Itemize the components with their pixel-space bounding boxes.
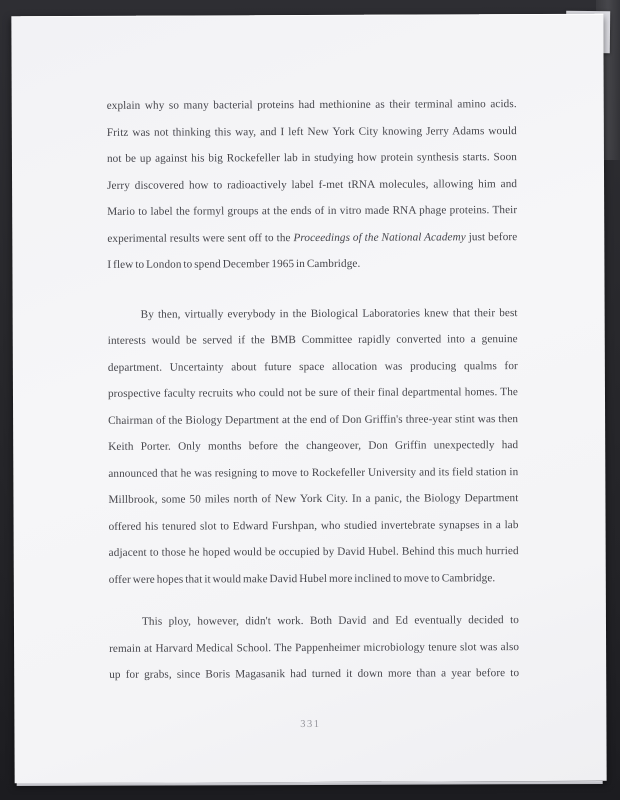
text-line: interests would be served if the BMB Committee rapidly converted into a genuine (107, 333, 518, 347)
text-line: explain why so many bacterial proteins had methionine as their terminal amino acids. (106, 98, 517, 112)
text-line: announced that he was resigning to move to Rockefeller University and its field station in (108, 465, 519, 480)
text-segment: just before (465, 230, 518, 243)
text-line: prospective faculty recruits who could not be sure of their final departmental homes. The (107, 386, 519, 400)
text-line: adjacent to those he hoped would be occupied by David Hubel. Behind this much hurried (108, 545, 519, 559)
text-line: not be up against his big Rockefeller lab in studying how protein synthesis starts. Soon (106, 151, 517, 165)
text-line: Chairman of the Biology Department at the end of Don Griffin's three-year stint was then (108, 412, 519, 427)
text-segment: experimental results were sent off to the (107, 231, 294, 245)
text-line: I flew to London to spend December 1965 in Cambridge. (107, 257, 361, 271)
paragraph (109, 607, 519, 688)
text-line: Fritz was not thinking this way, and I left New York City knowing Jerry Adams would (106, 124, 517, 139)
page-number: 331 (300, 718, 321, 731)
text-line: Millbrook, some 50 miles north of New York City. In a panic, the Biology Department (108, 492, 519, 506)
text-line: This ploy, however, didn't work. Both David and Ed eventually decided to (141, 614, 519, 628)
body-text (107, 91, 520, 688)
text-line: offer were hopes that it would make David Hubel more inclined to move to Cambridge. (108, 571, 496, 586)
text-line: offered his tenured slot to Edward Furshpan, who studied invertebrate synapses in a lab (108, 518, 519, 533)
text-line: Keith Porter. Only months before the changeover, Don Griffin unexpectedly had (108, 439, 519, 453)
text-line: Jerry discovered how to radioactively label f-met tRNA molecules, allowing him and (107, 177, 518, 192)
text-line: remain at Harvard Medical School. The Pappenheimer microbiology tenure slot was also (109, 640, 520, 655)
paragraph (108, 300, 519, 593)
text-line: Mario to label the formyl groups at the ends of in vitro made RNA phage proteins. Their (107, 204, 518, 218)
text-line: By then, virtually everybody in the Biological Laboratories knew that their best (140, 306, 518, 321)
text-line (107, 224, 517, 252)
journal-title: Proceedings of the National Academy (293, 230, 466, 244)
paper-page (11, 14, 606, 784)
text-line: department. Uncertainty about future space allocation was producing qualms for (107, 359, 518, 374)
text-line: up for grabs, since Boris Magasanik had turned it down more than a year before to (109, 667, 520, 681)
paragraph (107, 91, 518, 278)
